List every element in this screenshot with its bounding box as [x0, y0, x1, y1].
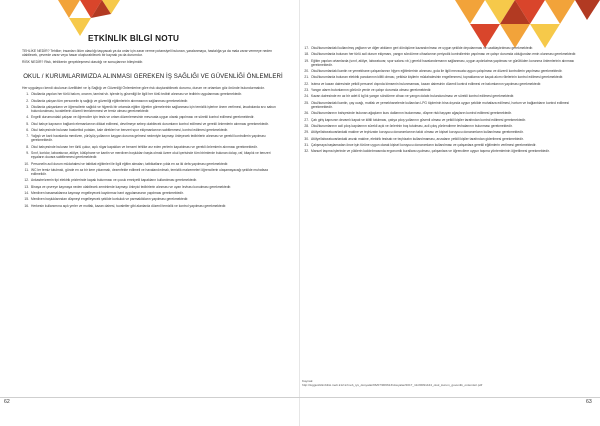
list-item: 29. Atölye/laboratuvarlardaki makine ve teçhizatın koruyucu donanımlarının takılı olması ve kişisel koruyucu donanımların kullanılması gerekmektedir.: [304, 130, 524, 135]
info-note-title: ETKİNLİK BİLGİ NOTU: [88, 34, 180, 43]
list-item: 11. WC ler temiz tutulmalı, günde en az bir kere yıkanmalı, dezenfekte edilmeli ve havalandırılmalı, temizlik malzemeleri öğrencilerin ulaşamayacağı şekilde muhafaza edilmelidir.: [24, 167, 268, 176]
list-item: 31. Çalışmaya başlamadan önce işin türüne uygun olarak kişisel koruyucu donanımların kullanılması ve çalışanlara gerekli eğitimlerin verilmesi gerekmektedir.: [304, 142, 537, 147]
list-item: 12. Ankastre/zemin tipi elektrik prizlerinde kapak bulunması ve çocuk emniyetli kapakların kullanılması gerekmektedir.: [24, 178, 198, 183]
list-item: 14. Merdiven basamaklarına kaymayı engelleyecek kaydırmaz bant uygulamasının yapılması gerekmektedir.: [24, 190, 184, 195]
list-item: 8. Okul bahçesinde bulunan her türlü çukur, açık rögar kapakları ve benzeri tehlike arz eden yerlerin kapatılması ve gerekli önlemlerin alınması gerekmektedir.: [26, 144, 258, 149]
list-item: 1. Okullarda yapılan her türlü bakım, onarım, tamirat vb. işlerde iş güvenliği ile ilgili her türlü tedbiri alınması ve tedbirin uygulanması gerekmektedir.: [26, 92, 242, 97]
list-item: 24. Kazan dairesinde en az bir adet 6 kg'lık yangın söndürme cihazı ve yangın dolabı bulundurulması ve sürekli kontrol edilmesi gerekmektedir.: [304, 94, 515, 99]
page-number-right: 63: [586, 399, 592, 405]
list-item: 32. Manuel taşıma işlerinde ve yüklerin kaldırılmasında ergonomik kurallara uyulması, çalışanlara ve öğrencilere uygun taşıma yöntemlerinin öğretilmesi gerekmektedir.: [304, 149, 550, 154]
list-item: 10. Personelin acil durum müdahalesi ve tatbikat eğitimleri ile ilgili eğitim almaları, tatbikatların yılda en az iki defa yapılması gerekmektedir.: [24, 161, 229, 166]
list-item: 16. Herkesin kullanımına açık yerler ve mutfak, kazan dairesi, tuvaletler gibi alanlarda düzenli temizlik ve kontrol yapılması gerekmektedir.: [24, 203, 227, 208]
list-item: 22. Isıtma ve kazan dairesinde yetkili personel dışında kimsenin bulunmaması, kazan dairesinin düzenli kontrol edilmesi ve bakımlarının yapılması gerekmektedir.: [304, 81, 542, 86]
list-item: 27. Çatı giriş kapısının devamlı kapalı ve kilitli tutulması, çatıya çıkış yollarının güvenli olması ve yetkili kişiler tarafından kontrol edilmesi gerekmektedir.: [304, 117, 526, 122]
footer-divider: [300, 397, 600, 398]
list-item: 15. Merdiven boşluklarından düşmeyi engelleyecek şekilde korkuluk ve parmaklıkların yapılması gerekmektedir.: [24, 197, 189, 202]
section-lead: Her uygulayıcı kendi okulunun özellikleri ve İş Sağlığı ve Güvenliği Önlemlerine göre risk oluşturabilecek durumu, durum ve ortamları göz önünde bulundurmalıdır.: [22, 86, 265, 91]
source-citation: [302, 380, 582, 388]
rules-list-left: [22, 92, 284, 207]
list-item: 20. Okul/kurumlardaki kantin ve yemekhane çalışanlarının hijyen eğitimlerinin alınması, gıda ile ilgili mevzuata uygun çalışılması ve düzenli kontrollerin yapılması gerekmektedir.: [304, 69, 563, 74]
list-item: 26. Okul/kurumlarının bahçesinde bulunan ağaçların kuru dallarının budanması, düşme riski taşıyan ağaçların kontrol edilmesi gerekmektedir.: [304, 111, 512, 116]
right-page-content: [302, 44, 582, 156]
list-item: 7. Yağışlı ve karlı havalarda merdiven, yürüyüş yollarının kaygan duruma gelmesi nedeniyle kaymayı önleyecek tedbirlerin alınması ve gerekli kontrollerin yapılması gerekmektedir.: [26, 134, 266, 143]
list-item: 23. Yangın alarm butonlarının görünür yerde ve çalışır durumda olması gerekmektedir.: [304, 88, 432, 93]
list-item: 2. Okullarda çalışan tüm personelin iş sağlığı ve güvenliği eğitimlerinin alınmasının sağlanması gerekmektedir.: [26, 98, 189, 103]
list-item: 25. Okul/kurumlardaki kantin, çay ocağı, mutfak ve yemekhanelerde kullanılan LPG tüplerinin bina dışında uygun şekilde muhafaza edilmesi, hortum ve bağlantıların kontrol edilmesi gerekmektedir.: [304, 100, 570, 109]
risk-definition: RİSK NEDİR? Risk, tehlikenin gerçekleşmesi olasılığı ve sonuçlarının bileşimidir.: [22, 59, 143, 64]
list-item: 28. Okul/kurumlarının acil çıkış kapılarının sürekli açık ve önlerinin boş tutulması, acil çıkış yönlendirme levhalarının bulunması gerekmektedir.: [304, 123, 513, 128]
list-item: 9. Sınıf, koridor, laboratuvar, atölye, kütüphane ve kantin ve merdiven boşlukları başta olmak üzere okul içerisinde tüm birimlerde bulunan dolap, raf, kitaplık ve benzeri eşyaların duvara sabitlenmesi gerekmektedir.: [26, 151, 271, 160]
list-item: 13. Binaya ve çevreye kaymaya neden olabilecek zeminlerde kaymayı önleyici tedbirlerin alınması ve uyarı levhası konulması gerekmektedir.: [24, 184, 232, 189]
page-number-left: 62: [4, 399, 10, 405]
hazard-definition: TEHLİKE NEDİR? Tehlike; insanları ölüm olasılığı taşıyacak ya da onlar için zarar verme potansiyeli bulunan, yaralanmaya, hastalığa ya da mala zarar vermeye neden olabilecek, çevrede zarar veya hasar oluşturabilecek bir kaynak ya da durumdur.: [22, 49, 273, 58]
section-title: OKUL / KURUMLARIMIZDA ALINMASI GEREKEN İŞ SAĞLIĞI VE GÜVENLİĞİ ÖNLEMLERİ: [23, 72, 283, 80]
list-item: 3. Okullarda çalışanların ve öğrencilerin sağlıklı ve hijyenik bir ortamda eğitim öğretim görmelerinin sağlanması için temizlik işlerine önem verilmesi, lavabolarda sıvı sabun bulundurulması, tuvaletlerin düzenli temizlenmesi ve temiz olması gerekmektedir.: [26, 104, 276, 114]
list-item: 21. Okul/kurumlarda bulunan elektrik panolarının kilitli olması, yetkisiz kişilerin müdahalesinin engellenmesi, topraklama ve kaçak akım rölelerinin kontrol edilmesi gerekmektedir.: [304, 75, 564, 80]
rules-list-right: [302, 46, 582, 153]
list-item: 18. Okul/kurumlarda bulunan her türlü acil durum ekipmanı, yangın söndürme cihazlarının periyodik kontrollerinin yapılması ve çalışır durumda olduğundan emin olunması gerekmektedir.: [304, 52, 577, 57]
list-item: 19. Eğitim yapılan ortamlarda (sınıf, atölye, laboratuvar, spor salonu vb.) gerekli havalandırmanın sağlanması, uygun aydınlatma yapılması ve gürültüden korunma önlemlerinin alınması gerekmektedir.: [304, 58, 575, 67]
source-link[interactable]: http://isggusbilimbilisi.meb.k12.tr/meb_iys_dosyalar/06/07/906613/dosyalar/2017_11/20091444_okul_kurum_guvenlik_onlemleri.pdf: [302, 382, 483, 387]
list-item: 17. Okul/kurumlardaki kullanılmış yağların ve diğer atıkların geri dönüşüme kazandırılması ve uygun şekilde depolanması ve uzaklaştırılması gerekmektedir.: [304, 46, 534, 50]
list-item: 5. Okul bahçe kapısının bağlantı elemanlarının dikkat edilmesi, devrilmeye sebep olabilecek durumların kontrol edilmesi ve gerekli önlemlerin alınması gerekmektedir.: [26, 121, 269, 126]
list-item: 6. Okul bahçesinde bulunan basketbol potaları, kale direkleri ve benzeri spor ekipmanlarının sabitlenmesi, kontrol edilmesi gerekmektedir.: [26, 128, 229, 133]
footer-divider: [0, 397, 300, 398]
list-item: 4. Engelli durumundaki çalışan ve öğrenciler için tesis ve ortam düzenlemesinin mevzuata uygun olarak yapılması ve sürekli kontrol edilmesi gerekmektedir.: [26, 115, 255, 120]
list-item: 30. Atölye/laboratuvarlardaki arızalı makine, elektrik tesisatı ve teçhizatın kullanılmaması, arızaların yetkili kişiler tarafından giderilmesi gerekmektedir.: [304, 136, 524, 141]
source-label: Kaynak:: [302, 379, 314, 383]
left-page-content: [22, 34, 284, 210]
